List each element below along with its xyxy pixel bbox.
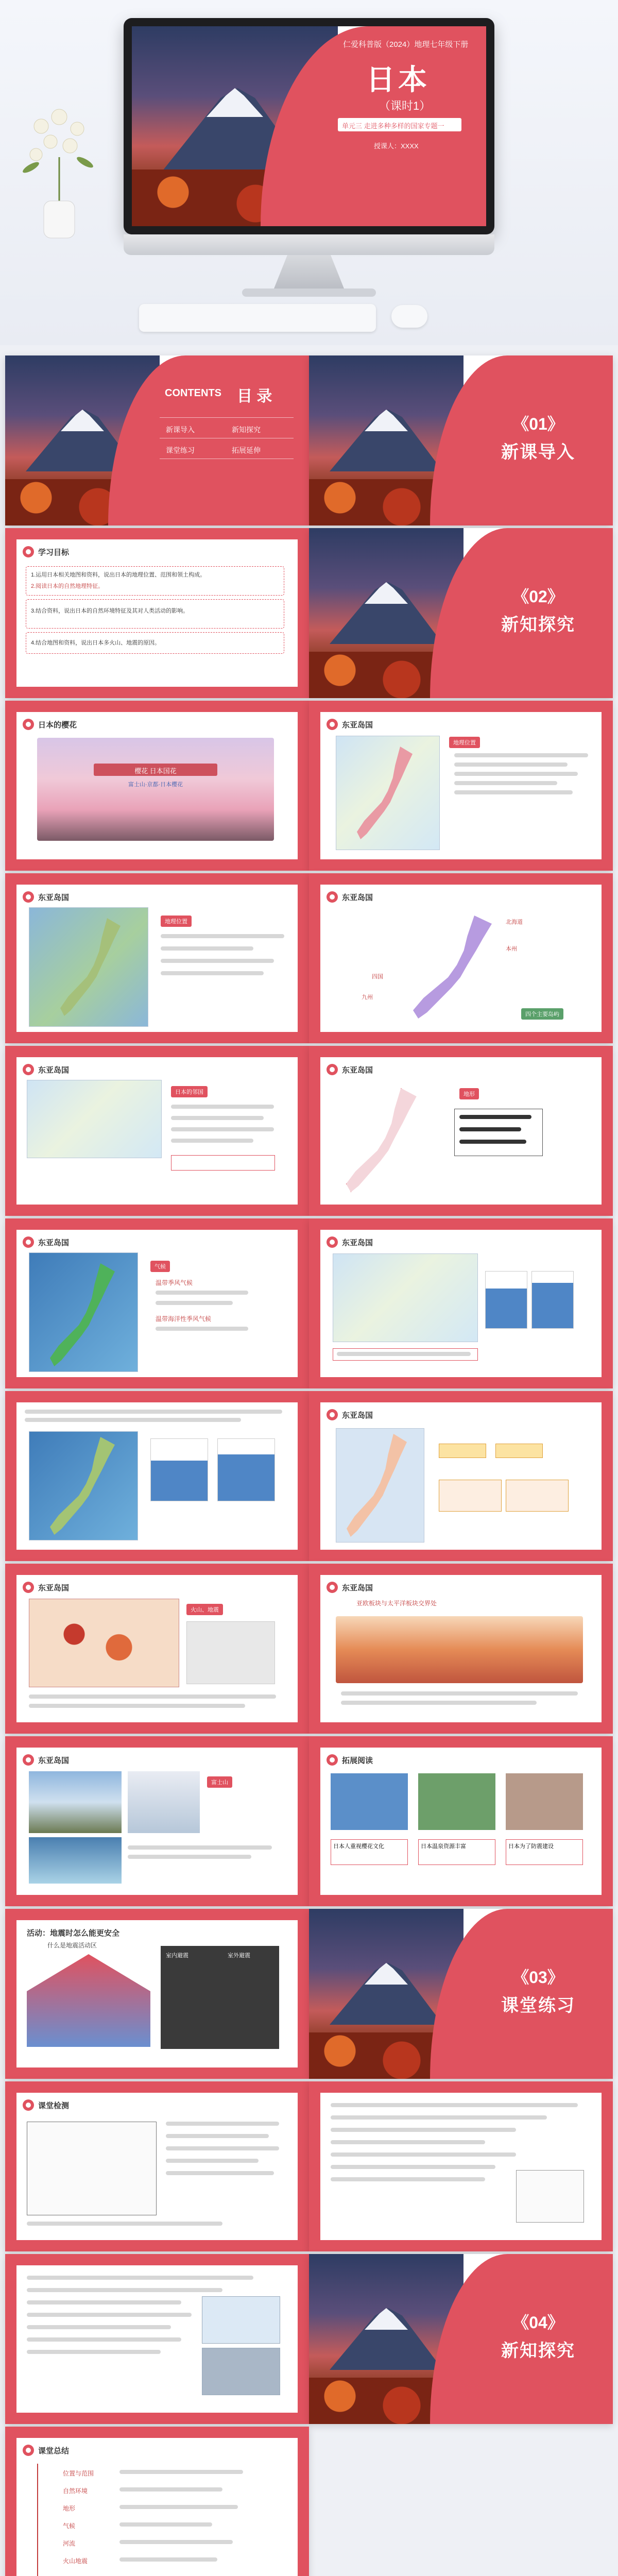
japan-relief-map (29, 907, 148, 1027)
reading-box-2: 日本温泉资源丰富 (418, 1839, 495, 1865)
keyboard (139, 304, 376, 332)
flower-vase-decoration (21, 106, 98, 240)
slide-header: 课堂总结 (38, 2446, 70, 2455)
slide-east-asia-6[interactable] (5, 1218, 309, 1388)
cover-teacher: 授课人：XXXX (374, 142, 419, 150)
slide-header: 拓展阅读 (342, 1756, 373, 1765)
fuji-snow-photo (29, 1771, 122, 1833)
grid-map (27, 2122, 157, 2215)
slide-section-04[interactable] (309, 2254, 613, 2424)
island-hokkaido: 北海道 (506, 919, 523, 925)
slide-activity[interactable] (5, 1909, 309, 2079)
toc-item-2[interactable]: 新知探究 (232, 426, 261, 434)
slide-header: 东亚岛国 (342, 1238, 373, 1247)
neighbors-pill: 日本的邻国 (171, 1086, 208, 1097)
toc-item-1[interactable]: 新课导入 (166, 426, 195, 434)
slide-east-asia-9[interactable] (5, 1564, 309, 1734)
header-icon (23, 546, 34, 557)
world-map (27, 1080, 162, 1158)
slide-test-1[interactable] (5, 2081, 309, 2251)
slide-header: 东亚岛国 (342, 720, 373, 730)
climate-pill: 气候 (150, 1261, 170, 1272)
sakura-sub: 富士山·京都·日本樱花 (128, 782, 183, 788)
slide-reading[interactable] (309, 1736, 613, 1906)
position-pill: 地理位置 (449, 737, 480, 748)
test-photo-2 (202, 2348, 280, 2395)
toc-heading-en: CONTENTS (165, 387, 221, 399)
climate-type: 温带季风气候 (156, 1279, 193, 1286)
volcano-pill: 火山、地震 (186, 1604, 223, 1615)
cover-subtitle: （课时1） (379, 99, 431, 112)
industry-map (336, 1428, 424, 1543)
japan-map (336, 736, 440, 850)
slide-summary[interactable] (5, 2427, 309, 2576)
reading-box-1: 日本人重视樱花文化 (331, 1839, 408, 1865)
summary-item-2: 自然环境 (63, 2487, 88, 2495)
section-number: 《04》 (512, 2313, 564, 2332)
slide-east-asia-1[interactable] (309, 701, 613, 871)
slide-east-asia-7[interactable] (309, 1218, 613, 1388)
island-honshu: 本州 (506, 946, 517, 952)
slide-section-03[interactable] (309, 1909, 613, 2079)
slide-header: 东亚岛国 (38, 893, 70, 902)
cover-title: 日本 (366, 63, 430, 96)
cover-slide (132, 26, 486, 226)
summary-item-6: 火山地震 (63, 2557, 88, 2565)
toc-heading-cn: 目 录 (237, 388, 272, 405)
section-number: 《02》 (512, 587, 564, 606)
climate-map (29, 1252, 138, 1372)
safety-panel (161, 1946, 279, 2049)
slide-header: 东亚岛国 (342, 1583, 373, 1592)
fuji-pill: 富士山 (207, 1776, 232, 1788)
activity-box-2: 室外避震 (228, 1952, 250, 1959)
slide-sakura[interactable] (5, 701, 309, 871)
summary-item-3: 地形 (63, 2505, 76, 2512)
activity-box-1: 室内避震 (166, 1952, 188, 1959)
goal-4: 4.结合地图和资料，说出日本多火山、地震的原因。 (31, 640, 161, 646)
slide-climate-compare[interactable] (5, 1391, 309, 1561)
section-title: 新课导入 (501, 443, 575, 462)
slide-header: 东亚岛国 (38, 1583, 70, 1592)
goal-2: 2.阅读日本的自然地理特征。 (31, 583, 104, 589)
slide-grid (0, 355, 618, 2576)
slide-east-asia-2[interactable] (5, 873, 309, 1043)
slide-header: 东亚岛国 (342, 893, 373, 902)
slide-east-asia-4[interactable] (5, 1046, 309, 1216)
test-map (516, 2170, 584, 2223)
reading-photo-2 (418, 1773, 495, 1830)
cover-unit: 单元三 走进多种多样的国家专题一 (342, 122, 444, 130)
section-title: 课堂练习 (501, 1996, 575, 2015)
island-kyushu: 九州 (362, 994, 373, 1001)
slide-header: 日本的樱花 (38, 720, 77, 730)
ocean-climate: 温带海洋性季风气候 (156, 1315, 212, 1323)
slide-test-2[interactable] (309, 2081, 613, 2251)
slide-east-asia-5[interactable] (309, 1046, 613, 1216)
hero-cover (0, 0, 618, 345)
slide-test-3[interactable] (5, 2254, 309, 2424)
climate-chart-map (333, 1253, 478, 1342)
volcano-map (29, 1599, 179, 1687)
slide-east-asia-8[interactable] (309, 1391, 613, 1561)
snow-village-photo (128, 1771, 200, 1833)
test-photo-1 (202, 2296, 280, 2344)
goal-3: 3.结合资料，说出日本的自然环境特征及其对人类活动的影响。 (31, 608, 189, 614)
reading-box-3: 日本为了防震建设 (506, 1839, 583, 1865)
cover-publisher: 仁爱科普版（2024）地理七年级下册 (343, 40, 469, 49)
slide-header: 学习目标 (38, 548, 70, 557)
reading-photo-3 (506, 1773, 583, 1830)
goal-1: 1.运用日本相关地图和资料，说出日本的地理位置、范围和领土构成。 (31, 572, 206, 578)
plate-note: 亚欧板块与太平洋板块交界处 (356, 1600, 437, 1607)
toc-item-4[interactable]: 拓展延伸 (232, 446, 261, 454)
slide-section-01[interactable] (309, 355, 613, 526)
slide-header: 东亚岛国 (38, 1756, 70, 1765)
slide-east-asia-10[interactable] (309, 1564, 613, 1734)
section-title: 新知探究 (501, 615, 575, 635)
slide-header: 课堂检测 (38, 2101, 70, 2110)
sakura-photo (37, 738, 274, 841)
summary-item-4: 气候 (63, 2522, 76, 2530)
activity-sub: 什么是地震活动区 (47, 1942, 97, 1949)
sakura-caption: 樱花 日本国花 (134, 767, 177, 775)
slide-east-asia-3[interactable] (309, 873, 613, 1043)
slide-header: 东亚岛国 (342, 1065, 373, 1075)
section-number: 《03》 (512, 1968, 564, 1987)
toc-item-3[interactable]: 课堂练习 (166, 446, 195, 454)
slide-header: 东亚岛国 (38, 1065, 70, 1075)
position-pill: 地理位置 (161, 916, 192, 927)
terrain-pill: 地形 (459, 1088, 479, 1099)
section-title: 新知探究 (501, 2341, 575, 2361)
plate-diagram (336, 1616, 583, 1683)
slide-east-asia-11[interactable] (5, 1736, 309, 1906)
island-shikoku: 四国 (372, 974, 383, 980)
islands-pill: 四个主要岛屿 (521, 1008, 563, 1020)
slide-goals[interactable] (5, 528, 309, 698)
reading-photo-1 (331, 1773, 408, 1830)
monitor (124, 18, 494, 234)
mouse (391, 305, 427, 328)
monsoon-map (29, 1431, 138, 1540)
activity-title: 活动：地震时怎么能更安全 (27, 1928, 120, 1938)
earthquake-house-diagram (27, 1954, 150, 2047)
summary-item-1: 位置与范围 (63, 2470, 94, 2477)
slide-header: 东亚岛国 (38, 1238, 70, 1247)
slide-header: 东亚岛国 (342, 1411, 373, 1420)
slide-contents[interactable] (5, 355, 309, 526)
section-number: 《01》 (512, 415, 564, 433)
slide-section-02[interactable] (309, 528, 613, 698)
summary-item-5: 河流 (63, 2540, 76, 2547)
